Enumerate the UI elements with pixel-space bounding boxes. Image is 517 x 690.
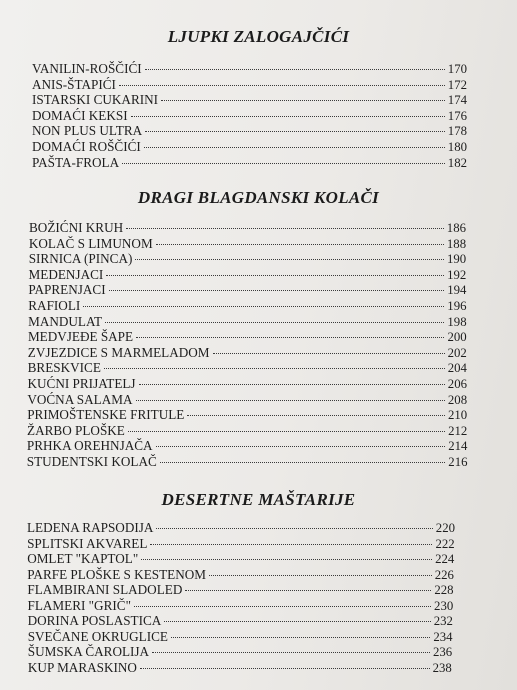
toc-entry xyxy=(27,582,453,597)
dot-leader xyxy=(136,400,445,401)
dot-leader xyxy=(160,462,446,463)
toc-entry-title: KUP MARASKINO xyxy=(27,659,137,675)
dot-leader xyxy=(122,163,445,164)
dot-leader xyxy=(141,559,432,560)
toc-entry xyxy=(32,139,467,154)
toc-entry-title: ANIS-ŠTAPIĆI xyxy=(32,76,116,92)
toc-entry xyxy=(29,251,467,266)
dot-leader xyxy=(145,69,445,70)
toc-entry xyxy=(27,567,454,582)
toc-entry-title: DORINA POSLASTICA xyxy=(27,613,162,628)
toc-entry xyxy=(27,520,455,535)
dot-leader xyxy=(119,85,445,86)
toc-entry-page-number: 186 xyxy=(446,221,466,235)
toc-entry-title: KUĆNI PRIJATELJ xyxy=(27,376,136,391)
toc-entry-title: KOLAČ S LIMUNOM xyxy=(28,235,153,251)
toc-entry-page-number: 208 xyxy=(447,392,468,407)
toc-entry-title: MANDULAT xyxy=(28,313,103,329)
toc-entry-page-number: 194 xyxy=(447,283,467,298)
toc-entry xyxy=(32,92,467,107)
dot-leader xyxy=(144,147,445,148)
dot-leader xyxy=(104,368,445,369)
toc-entry-page-number: 176 xyxy=(447,108,467,123)
toc-entry-title: ŠUMSKA ČAROLIJA xyxy=(27,644,150,659)
dot-leader xyxy=(126,228,444,229)
toc-entry-title: DOMAĆI ROŠČIĆI xyxy=(32,139,141,154)
toc-entry xyxy=(28,376,468,391)
toc-entry-page-number: 232 xyxy=(433,614,453,628)
toc-entry-title: MEDENJACI xyxy=(28,266,104,282)
dot-leader xyxy=(106,275,444,276)
toc-entry-page-number: 172 xyxy=(447,77,467,92)
toc-entry xyxy=(27,407,467,422)
toc-entry-page-number: 198 xyxy=(447,314,467,329)
toc-entry xyxy=(27,392,467,407)
toc-entry-title: LEDENA RAPSODIJA xyxy=(27,520,154,535)
toc-entry xyxy=(28,598,454,613)
toc-entry-title: ISTARSKI CUKARINI xyxy=(32,92,159,108)
dot-leader xyxy=(145,131,445,132)
dot-leader xyxy=(156,528,432,529)
toc-entry-title: FLAMERI "GRIČ" xyxy=(27,597,131,613)
toc-entry-page-number: 190 xyxy=(446,252,467,267)
toc-entry xyxy=(27,438,468,453)
toc-entry-title: PRHKA OREHNJAČA xyxy=(26,438,153,454)
toc-entry-page-number: 212 xyxy=(448,423,468,438)
toc-entry-title: BOŽIĆNI KRUH xyxy=(29,220,124,235)
toc-entry-title: BRESKVICE xyxy=(27,360,101,376)
toc-entry xyxy=(32,61,467,76)
toc-entry-page-number: 216 xyxy=(448,455,468,469)
dot-leader xyxy=(152,652,430,653)
dot-leader xyxy=(161,100,445,101)
toc-entry xyxy=(28,329,467,344)
toc-entry xyxy=(28,282,466,297)
toc-entry-title: FLAMBIRANI SLADOLED xyxy=(27,582,183,597)
toc-entry-page-number: 238 xyxy=(432,660,452,675)
toc-entry-title: OMLET "KAPTOL" xyxy=(27,551,139,566)
dot-leader xyxy=(213,353,445,354)
toc-entry xyxy=(32,108,467,123)
dot-leader xyxy=(105,322,444,323)
toc-entry-title: VOĆNA SALAMA xyxy=(27,391,133,407)
toc-entry-title: ŽARBO PLOŠKE xyxy=(27,422,125,438)
toc-entry-page-number: 206 xyxy=(447,377,467,391)
dot-leader xyxy=(134,606,431,607)
dot-leader xyxy=(83,306,444,307)
toc-entry-page-number: 234 xyxy=(433,629,453,644)
toc-entry-page-number: 200 xyxy=(447,330,467,345)
toc-entry-page-number: 170 xyxy=(447,62,467,76)
toc-entry-page-number: 192 xyxy=(447,267,467,282)
section-title-desertne-mastarije: DESERTNE MAŠTARIJE xyxy=(161,490,356,509)
toc-entry-title: PARFE PLOŠKE S KESTENOM xyxy=(27,566,206,582)
toc-entry-page-number: 210 xyxy=(447,408,468,423)
toc-entry xyxy=(28,629,453,644)
toc-entry xyxy=(27,454,468,469)
toc-entry-page-number: 236 xyxy=(432,645,453,659)
dot-leader xyxy=(128,431,445,432)
dot-leader xyxy=(135,259,444,260)
dot-leader xyxy=(150,544,432,545)
dot-leader xyxy=(109,290,445,291)
toc-entry-title: SIRNICA (PINCA) xyxy=(28,251,133,267)
toc-entry-title: ZVJEZDICE S MARMELADOM xyxy=(27,344,210,360)
toc-entry-title: STUDENTSKI KOLAČ xyxy=(26,454,157,469)
toc-entry-page-number: 182 xyxy=(447,155,467,170)
toc-entry-title: PAPRENJACI xyxy=(28,282,106,298)
toc-entry-page-number: 178 xyxy=(447,124,467,139)
toc-entry-title: MEDVJEĐE ŠAPE xyxy=(27,329,134,345)
toc-entry-title: NON PLUS ULTRA xyxy=(32,123,143,139)
dot-leader xyxy=(156,244,444,245)
dot-leader xyxy=(185,590,431,591)
toc-entry xyxy=(32,123,467,138)
toc-entry-title: SPLITSKI AKVAREL xyxy=(27,535,148,551)
dot-leader xyxy=(131,116,445,117)
toc-entry xyxy=(27,551,454,566)
dot-leader xyxy=(156,446,446,447)
toc-entry-title: SVEČANE OKRUGLICE xyxy=(27,628,168,644)
toc-entry-title: VANILIN-ROŠČIĆI xyxy=(32,61,142,76)
dot-leader xyxy=(140,668,430,669)
toc-entry xyxy=(28,298,466,313)
toc-entry-page-number: 224 xyxy=(435,552,455,566)
toc-entry xyxy=(28,613,453,628)
toc-entry xyxy=(32,77,467,92)
section-title-ljupki-zalogajcici: LJUPKI ZALOGAJČIĆI xyxy=(167,27,350,46)
toc-entry xyxy=(29,267,467,282)
toc-entry xyxy=(28,644,452,659)
dot-leader xyxy=(164,621,430,622)
dot-leader xyxy=(171,637,430,638)
toc-entry-page-number: 226 xyxy=(434,567,454,582)
toc-entry xyxy=(29,236,466,251)
toc-entry-page-number: 204 xyxy=(447,361,467,376)
toc-entry-page-number: 174 xyxy=(447,93,467,108)
toc-entry-title: PAŠTA-FROLA xyxy=(32,154,120,170)
toc-entry-title: RAFIOLI xyxy=(28,298,81,313)
dot-leader xyxy=(136,337,444,338)
toc-entry-page-number: 214 xyxy=(448,439,468,454)
toc-entry xyxy=(27,423,467,438)
toc-entry-title: DOMAĆI KEKSI xyxy=(32,107,128,123)
toc-entry-title: PRIMOŠTENSKE FRITULE xyxy=(27,407,185,423)
dot-leader xyxy=(187,415,445,416)
dot-leader xyxy=(209,575,432,576)
toc-entry-page-number: 180 xyxy=(447,140,467,154)
toc-entry-page-number: 228 xyxy=(434,583,454,597)
toc-entry xyxy=(32,155,467,170)
toc-entry xyxy=(27,536,455,551)
toc-entry xyxy=(29,220,466,235)
dot-leader xyxy=(139,384,445,385)
section-title-dragi-blagdanski-kolaci: DRAGI BLAGDANSKI KOLAČI xyxy=(137,188,380,207)
toc-entry-page-number: 202 xyxy=(447,345,467,360)
toc-entry xyxy=(28,345,467,360)
toc-entry-page-number: 230 xyxy=(434,598,454,613)
toc-entry-page-number: 196 xyxy=(447,299,467,313)
toc-entry-page-number: 188 xyxy=(446,236,467,251)
toc-entry-page-number: 222 xyxy=(435,536,455,551)
toc-entry xyxy=(28,314,467,329)
toc-entry-page-number: 220 xyxy=(435,521,455,535)
toc-entry xyxy=(28,660,452,675)
toc-entry xyxy=(28,360,467,375)
